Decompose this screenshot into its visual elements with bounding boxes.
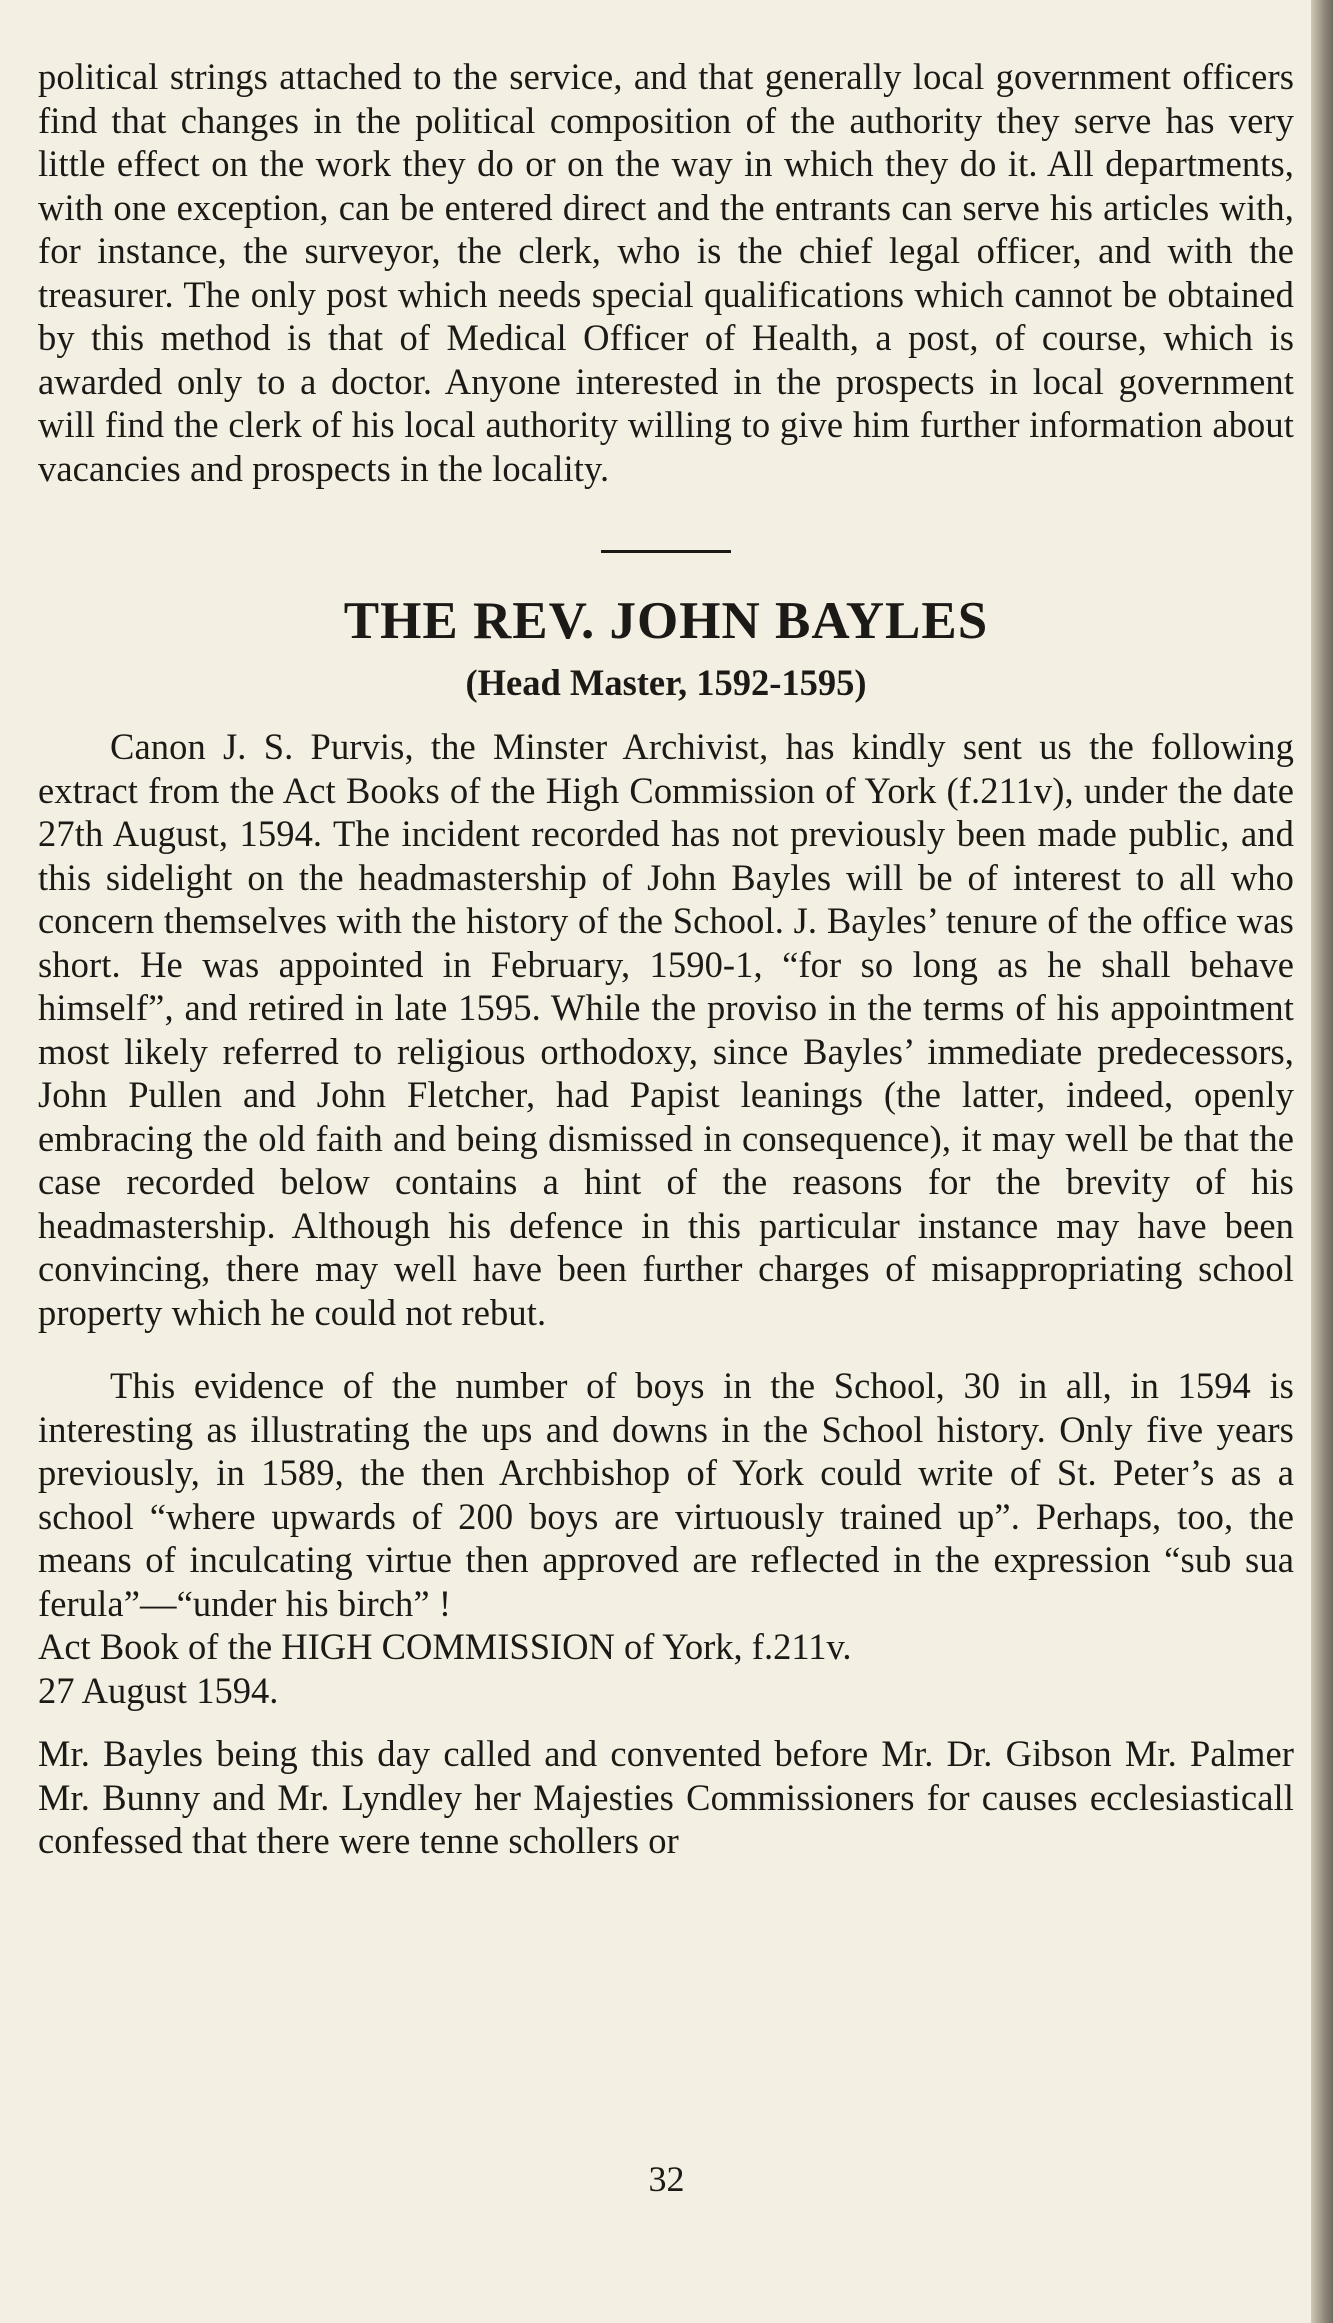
article-paragraph-1: Canon J. S. Purvis, the Minster Archivist, has kindly sent us the following extract from the Act Books of the High Commission of York (f.211v), under the date 27th August, 1594. The incident recorded has not previously been made public, and this sidelight on the headmastership of John Bayles will be of interest to all who concern themselves with the history of the School. J. Bayles’ tenure of the office was short. He was appointed in February, 1590-1, “for so long as he shall behave himself”, and retired in late 1595. While the proviso in the terms of his appointment most likely referred to religious orthodoxy, since Bayles’ immediate predecessors, John Pullen and John Fletcher, had Papist leanings (the latter, indeed, openly embracing the old faith and being dismissed in consequence), it may well be that the case recorded below contains a hint of the reasons for the brevity of his headmastership. Although his defence in this particular instance may have been convincing, there may well have been further charges of misappropriating school property which he could not rebut.	[38, 726, 1294, 1333]
act-date: 27 August 1594.	[38, 1669, 279, 1711]
intro-paragraph: political strings attached to the service, and that generally local government officers find that changes in the political composition of the authority they serve has very little effect on the work they do or on the way in which they do it. All departments, with one exception, can be entered direct and the entrants can serve his articles with, for instance, the surveyor, the clerk, who is the chief legal officer, and with the treasurer. The only post which needs special qualifications which cannot be obtained by this method is that of Medical Officer of Health, a post, of course, which is awarded only to a doctor. Anyone interested in the prospects in local government will find the clerk of his local authority willing to give him further information about vacancies and prospects in the locality.	[38, 56, 1294, 489]
page-number: 32	[648, 2159, 685, 2199]
article-title: THE REV. JOHN BAYLES	[343, 592, 989, 650]
act-book-heading: Act Book of the HIGH COMMISSION of York, f.211v.	[38, 1626, 852, 1667]
article-paragraph-2: This evidence of the number of boys in the School, 30 in all, in 1594 is interesting as illustrating the ups and downs in the School history. Only five years previously, in 1589, the then Archbishop of York could write of St. Peter’s as a school “where upwards of 200 boys are virtuously trained up”. Perhaps, too, the means of inculcating virtue then approved are reflected in the expression “sub sua ferula”—“under his birch” !	[38, 1365, 1294, 1624]
act-text: Mr. Bayles being this day called and convented before Mr. Dr. Gibson Mr. Palmer Mr. Bunny and Mr. Lyndley her Majesties Commissioners for causes ecclesiasticall confessed that there were tenne schollers or	[38, 1733, 1294, 1861]
section-divider	[601, 550, 731, 553]
article-subtitle: (Head Master, 1592-1595)	[465, 662, 867, 703]
page-edge-shadow	[1311, 0, 1333, 2323]
page-content	[38, 55, 1294, 1863]
